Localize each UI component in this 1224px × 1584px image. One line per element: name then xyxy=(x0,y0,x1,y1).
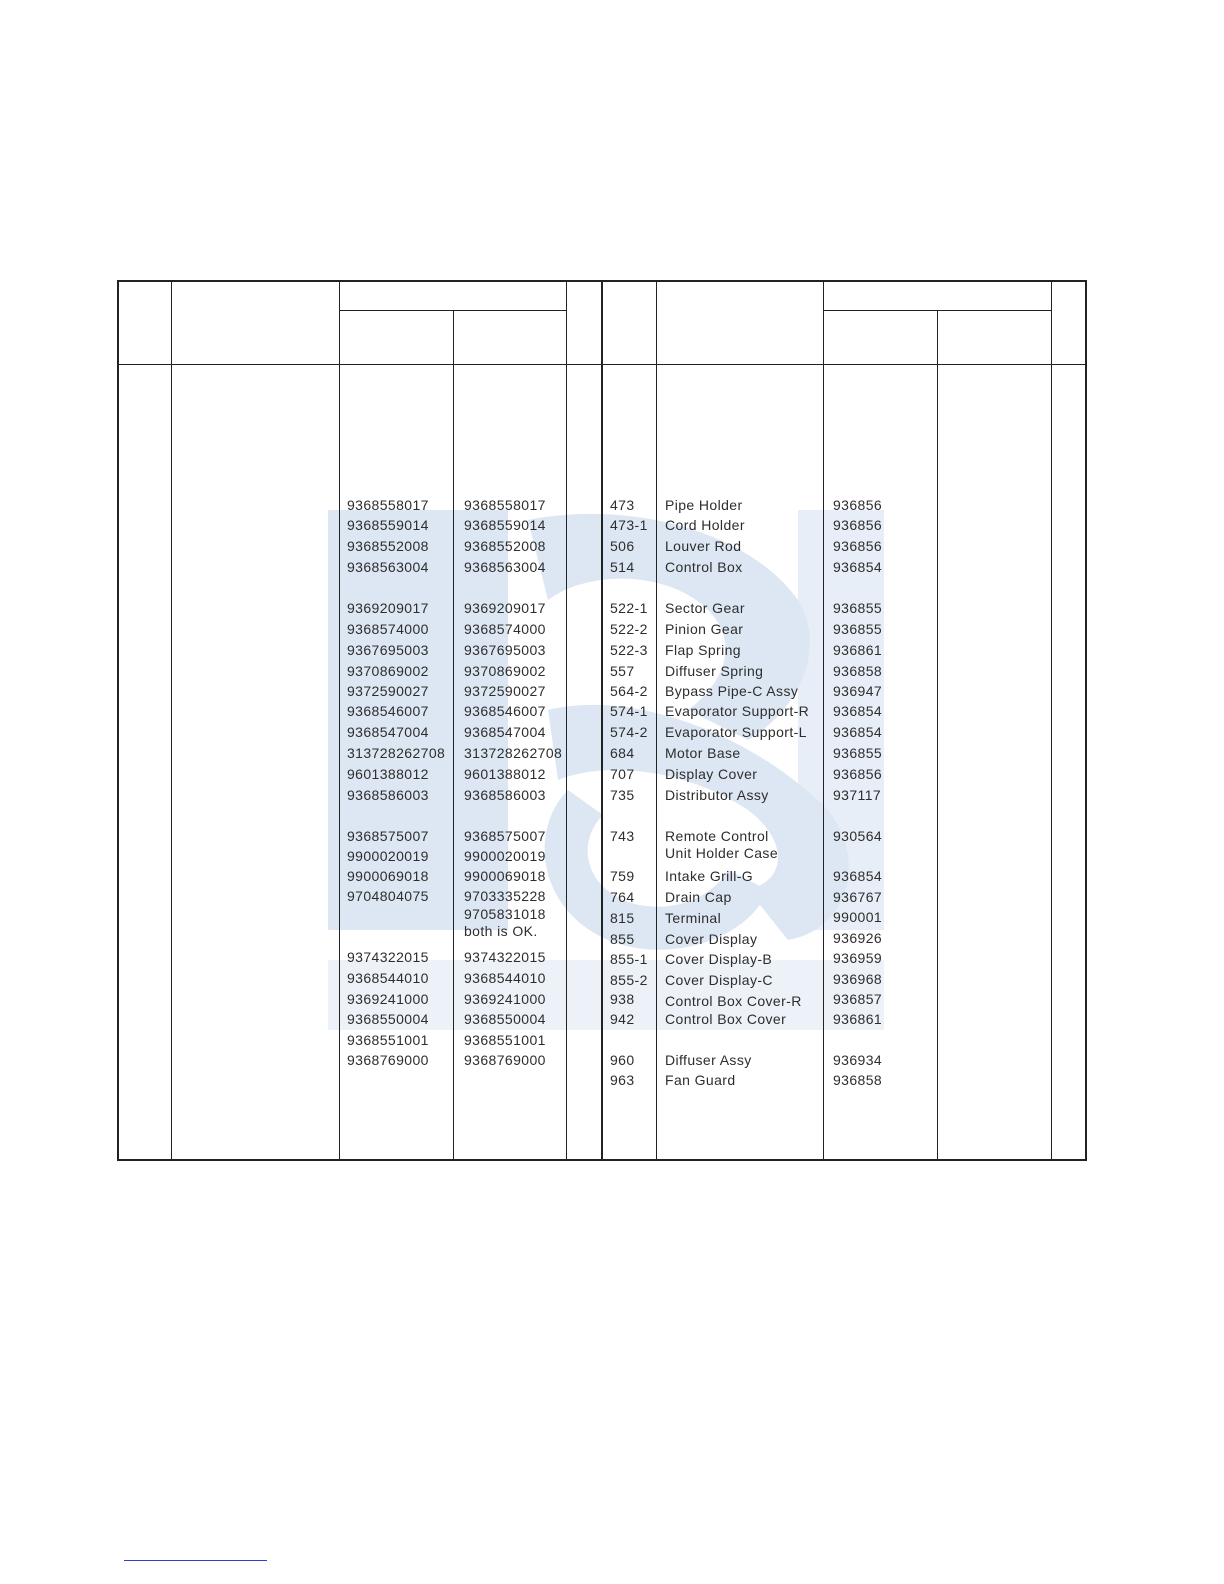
part-name-cell: Pinion Gear xyxy=(665,621,744,637)
left-code-b-cell: 9368558017 xyxy=(464,497,546,513)
left-code-a-cell: 9368544010 xyxy=(347,970,429,986)
part-code-cell: 936861 xyxy=(833,1011,883,1027)
left-code-a-cell: 9368558017 xyxy=(347,497,429,513)
part-code-cell: 990001 xyxy=(833,909,883,925)
left-code-a-cell: 9368550004 xyxy=(347,1011,429,1027)
part-name-cell: Evaporator Support-L xyxy=(665,724,807,740)
part-number-cell: 707 xyxy=(610,766,635,782)
left-code-a-cell: 9374322015 xyxy=(347,949,429,965)
part-name-cell: Sector Gear xyxy=(665,600,745,616)
part-name-cell: Cover Display-C xyxy=(665,972,773,988)
part-number-cell: 522-3 xyxy=(610,642,648,658)
left-code-b-cell: 9368551001 xyxy=(464,1032,546,1048)
header-subrule-right xyxy=(823,310,1052,311)
left-code-b-cell: 9368586003 xyxy=(464,787,546,803)
part-name-cell: Cover Display xyxy=(665,931,758,947)
part-code-cell: 936855 xyxy=(833,745,883,761)
left-code-b-cell: 9601388012 xyxy=(464,766,546,782)
part-code-cell: 936854 xyxy=(833,703,883,719)
part-number-cell: 759 xyxy=(610,868,635,884)
part-number-cell: 473-1 xyxy=(610,517,648,533)
part-name-cell: Intake Grill-G xyxy=(665,868,754,884)
part-number-cell: 960 xyxy=(610,1052,635,1068)
col-rule-7 xyxy=(823,281,824,1160)
part-name-cell: Unit Holder Case xyxy=(665,845,778,861)
part-name-cell: Control Box Cover xyxy=(665,1011,787,1027)
part-name-cell: Evaporator Support-R xyxy=(665,703,810,719)
part-name-cell: Cover Display-B xyxy=(665,951,773,967)
left-code-b-cell: 9368575007 xyxy=(464,828,546,844)
part-number-cell: 855-1 xyxy=(610,951,648,967)
left-code-b-cell: 9367695003 xyxy=(464,642,546,658)
part-name-cell: Louver Rod xyxy=(665,538,742,554)
left-code-a-cell: 9900069018 xyxy=(347,868,429,884)
left-code-b-cell: 9368544010 xyxy=(464,970,546,986)
left-code-a-cell: 9372590027 xyxy=(347,683,429,699)
left-code-a-cell: 9368552008 xyxy=(347,538,429,554)
left-code-b-cell: 9368563004 xyxy=(464,559,546,575)
left-code-a-cell: 9370869002 xyxy=(347,663,429,679)
col-rule-3 xyxy=(453,310,454,1160)
col-rule-9 xyxy=(1051,281,1052,1160)
part-number-cell: 574-2 xyxy=(610,724,648,740)
left-code-b-cell: 9368559014 xyxy=(464,517,546,533)
part-name-cell: Fan Guard xyxy=(665,1072,736,1088)
part-name-cell: Diffuser Spring xyxy=(665,663,764,679)
part-number-cell: 473 xyxy=(610,497,635,513)
part-name-cell: Drain Cap xyxy=(665,889,732,905)
left-code-b-cell: 9369209017 xyxy=(464,600,546,616)
part-name-cell: Distributor Assy xyxy=(665,787,769,803)
part-number-cell: 938 xyxy=(610,991,635,1007)
part-number-cell: 574-1 xyxy=(610,703,648,719)
part-number-cell: 855-2 xyxy=(610,972,648,988)
part-number-cell: 743 xyxy=(610,828,635,844)
part-number-cell: 942 xyxy=(610,1011,635,1027)
part-code-cell: 936855 xyxy=(833,600,883,616)
part-code-cell: 930564 xyxy=(833,828,883,844)
left-code-b-cell: 9372590027 xyxy=(464,683,546,699)
part-name-cell: Control Box xyxy=(665,559,743,575)
part-name-cell: Display Cover xyxy=(665,766,758,782)
part-number-cell: 684 xyxy=(610,745,635,761)
left-code-b-cell: 9368546007 xyxy=(464,703,546,719)
col-rule-center xyxy=(601,281,603,1160)
left-code-b-cell: 9374322015 xyxy=(464,949,546,965)
col-rule-6 xyxy=(656,281,657,1160)
left-code-b-cell: 9369241000 xyxy=(464,991,546,1007)
part-name-cell: Pipe Holder xyxy=(665,497,743,513)
left-code-b-cell: both is OK. xyxy=(464,923,538,939)
part-code-cell: 936926 xyxy=(833,930,883,946)
part-name-cell: Terminal xyxy=(665,910,722,926)
part-number-cell: 735 xyxy=(610,787,635,803)
left-code-a-cell: 9900020019 xyxy=(347,848,429,864)
part-number-cell: 514 xyxy=(610,559,635,575)
col-rule-2 xyxy=(339,281,340,1160)
left-code-b-cell: 9705831018 xyxy=(464,906,546,922)
part-name-cell: Diffuser Assy xyxy=(665,1052,752,1068)
left-code-a-cell: 9369241000 xyxy=(347,991,429,1007)
part-number-cell: 815 xyxy=(610,910,635,926)
part-number-cell: 855 xyxy=(610,931,635,947)
part-code-cell: 937117 xyxy=(833,787,882,803)
part-code-cell: 936934 xyxy=(833,1052,883,1068)
part-number-cell: 557 xyxy=(610,663,635,679)
part-code-cell: 936854 xyxy=(833,868,883,884)
part-number-cell: 764 xyxy=(610,889,635,905)
left-code-b-cell: 313728262708 xyxy=(464,745,563,761)
footer-rule xyxy=(124,1560,267,1561)
left-code-a-cell: 9368575007 xyxy=(347,828,429,844)
left-code-a-cell: 9368547004 xyxy=(347,724,429,740)
left-code-b-cell: 9368550004 xyxy=(464,1011,546,1027)
col-rule-4 xyxy=(566,281,567,1160)
part-code-cell: 936856 xyxy=(833,517,883,533)
part-code-cell: 936855 xyxy=(833,621,883,637)
part-code-cell: 936947 xyxy=(833,683,883,699)
part-code-cell: 936968 xyxy=(833,971,883,987)
header-subrule-left xyxy=(339,310,567,311)
part-code-cell: 936767 xyxy=(833,889,883,905)
part-number-cell: 564-2 xyxy=(610,683,648,699)
left-code-b-cell: 9368574000 xyxy=(464,621,546,637)
left-code-a-cell: 9368559014 xyxy=(347,517,429,533)
left-code-a-cell: 9368551001 xyxy=(347,1032,429,1048)
left-code-b-cell: 9368552008 xyxy=(464,538,546,554)
part-name-cell: Cord Holder xyxy=(665,517,745,533)
left-code-a-cell: 9367695003 xyxy=(347,642,429,658)
left-code-b-cell: 9703335228 xyxy=(464,888,546,904)
part-code-cell: 936854 xyxy=(833,559,883,575)
part-name-cell: Flap Spring xyxy=(665,642,741,658)
left-code-a-cell: 9368574000 xyxy=(347,621,429,637)
part-code-cell: 936856 xyxy=(833,538,883,554)
left-code-a-cell: 9601388012 xyxy=(347,766,429,782)
col-rule-8 xyxy=(937,310,938,1160)
part-number-cell: 963 xyxy=(610,1072,635,1088)
part-name-cell: Bypass Pipe-C Assy xyxy=(665,683,799,699)
left-code-a-cell: 9369209017 xyxy=(347,600,429,616)
part-name-cell: Control Box Cover-R xyxy=(665,993,802,1009)
left-code-a-cell: 9368586003 xyxy=(347,787,429,803)
left-code-b-cell: 9370869002 xyxy=(464,663,546,679)
left-code-b-cell: 9368547004 xyxy=(464,724,546,740)
left-code-a-cell: 313728262708 xyxy=(347,745,446,761)
left-code-b-cell: 9900069018 xyxy=(464,868,546,884)
part-number-cell: 522-1 xyxy=(610,600,648,616)
part-name-cell: Motor Base xyxy=(665,745,741,761)
left-code-a-cell: 9368546007 xyxy=(347,703,429,719)
left-code-b-cell: 9900020019 xyxy=(464,848,546,864)
part-code-cell: 936857 xyxy=(833,991,883,1007)
part-code-cell: 936858 xyxy=(833,663,883,679)
left-code-a-cell: 9704804075 xyxy=(347,888,429,904)
part-name-cell: Remote Control xyxy=(665,828,769,844)
left-code-b-cell: 9368769000 xyxy=(464,1052,546,1068)
part-code-cell: 936856 xyxy=(833,497,883,513)
part-number-cell: 522-2 xyxy=(610,621,648,637)
col-rule-1 xyxy=(171,281,172,1160)
part-code-cell: 936858 xyxy=(833,1072,883,1088)
part-number-cell: 506 xyxy=(610,538,635,554)
part-code-cell: 936861 xyxy=(833,642,883,658)
part-code-cell: 936959 xyxy=(833,950,883,966)
left-code-a-cell: 9368563004 xyxy=(347,559,429,575)
part-code-cell: 936854 xyxy=(833,724,883,740)
header-bottom-rule xyxy=(118,364,1086,365)
part-code-cell: 936856 xyxy=(833,766,883,782)
left-code-a-cell: 9368769000 xyxy=(347,1052,429,1068)
